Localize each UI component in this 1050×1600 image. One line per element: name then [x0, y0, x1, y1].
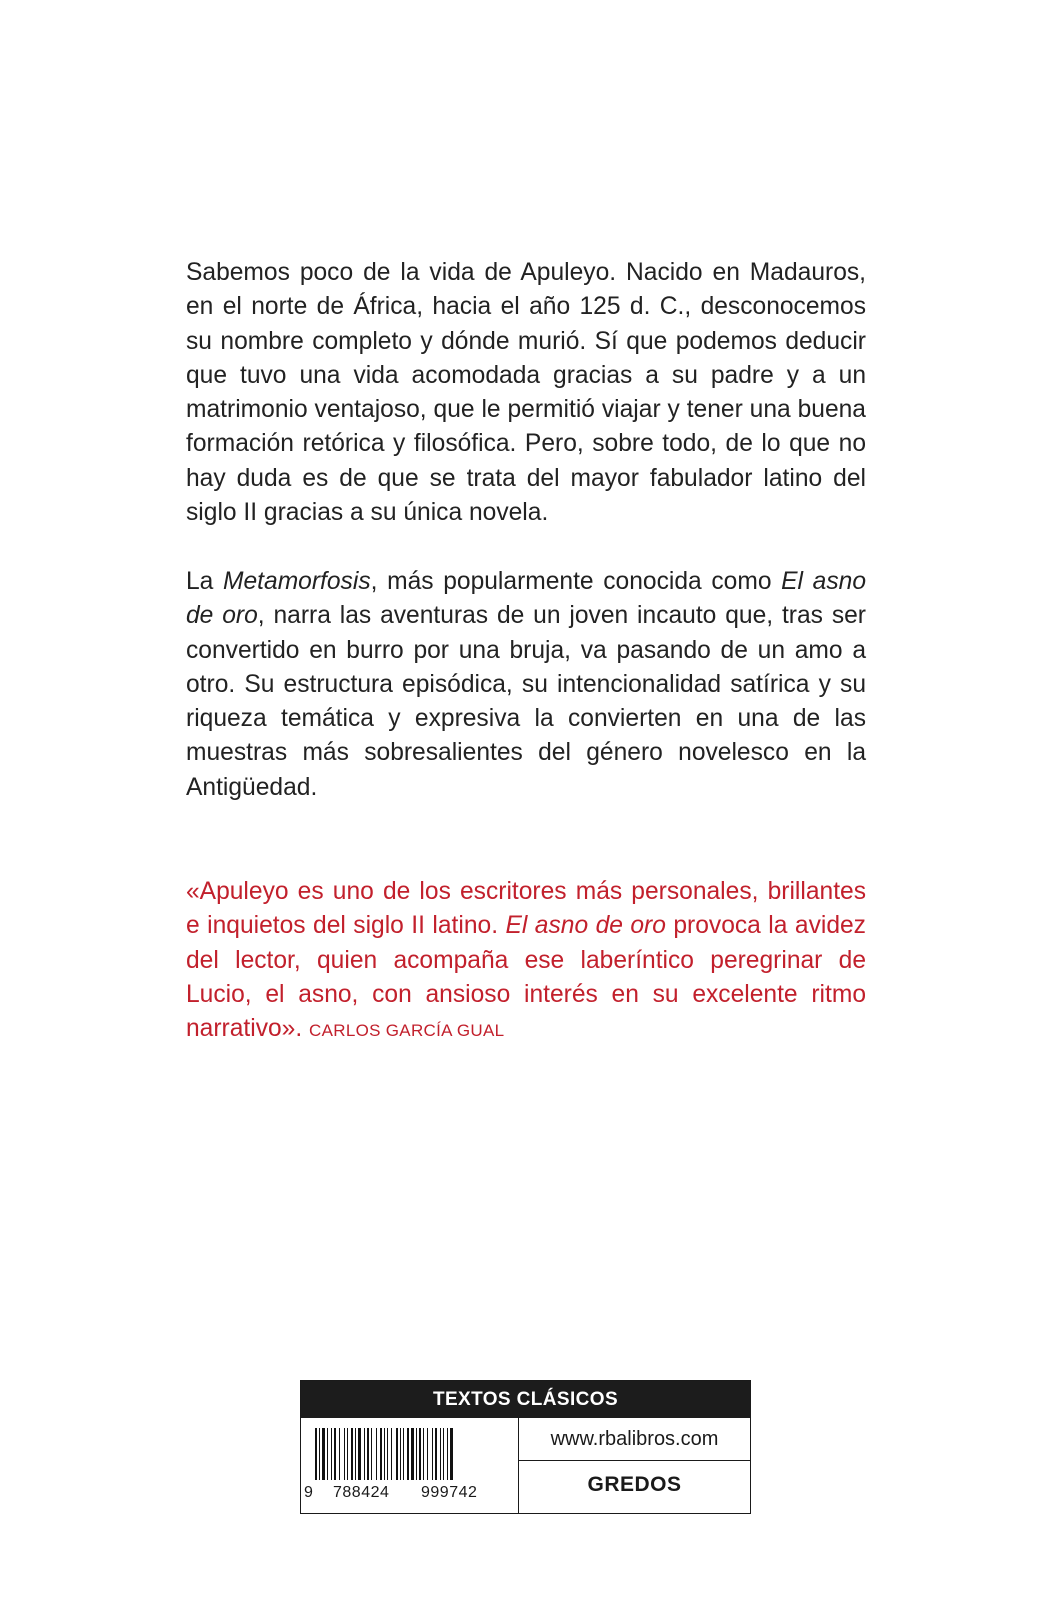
description-paragraph-2: [186, 565, 866, 805]
book-title-metamorfosis: Metamorfosis: [223, 568, 371, 595]
barcode-bar: [358, 1428, 361, 1480]
barcode-bar: [440, 1428, 441, 1480]
critic-quote: [186, 875, 866, 1048]
barcode-bar: [427, 1428, 428, 1480]
barcode-bar: [371, 1428, 372, 1480]
quote-text-1: «Apuleyo es uno de los escritores más personales, brillantes e inquietos del siglo II latino.: [186, 878, 866, 940]
series-title-bar: TEXTOS CLÁSICOS: [301, 1381, 750, 1418]
barcode-bar: [347, 1428, 348, 1480]
barcode-bar: [322, 1428, 325, 1480]
barcode-bar: [447, 1428, 448, 1480]
isbn-lead-digit: 9: [304, 1484, 314, 1501]
barcode-bar: [411, 1428, 414, 1480]
barcode-bar: [355, 1428, 356, 1480]
isbn-group-2: 999742: [421, 1484, 478, 1501]
publisher-name: GREDOS: [587, 1473, 682, 1496]
quote-attribution: CARLOS GARCÍA GUAL: [309, 1021, 505, 1041]
barcode-bar: [450, 1428, 453, 1480]
barcode-bar: [423, 1428, 424, 1480]
barcode-bar: [443, 1428, 444, 1480]
barcode-bar: [380, 1428, 382, 1480]
barcode-bar: [400, 1428, 401, 1480]
isbn-group-1: 788424: [333, 1484, 390, 1501]
barcode-bar: [435, 1428, 437, 1480]
description-paragraph-1: [186, 256, 866, 530]
barcode-bar: [384, 1428, 385, 1480]
description-paragraph-1-text: Sabemos poco de la vida de Apuleyo. Nacido en Madauros, en el norte de África, hacia el año 125 d. C., desconocemos su nombre completo y dónde murió. Sí que podemos deducir que tuvo una vida acomodada gracias a su padre y a un matrimonio ventajoso, que le permitió viajar y tener una buena formación retórica y filosófica. Pero, sobre todo, de lo que no hay duda es de que se trata del mayor fabulador latino del siglo II gracias a su única novela.: [186, 259, 866, 527]
barcode-bar: [391, 1428, 392, 1480]
barcode-bar: [327, 1428, 328, 1480]
barcode-bar: [364, 1428, 365, 1480]
barcode-bar: [334, 1428, 336, 1480]
barcode-bar: [376, 1428, 377, 1480]
barcode-bar: [432, 1428, 433, 1480]
barcode-bar: [387, 1428, 388, 1480]
barcode-cell: [301, 1418, 519, 1513]
barcode-bar: [319, 1428, 320, 1480]
barcode-bar: [403, 1428, 404, 1480]
barcode-bar: [407, 1428, 409, 1480]
barcode-bar: [315, 1428, 317, 1480]
book-title-asno-de-oro: El asno de oro: [186, 568, 867, 630]
barcode-bar: [331, 1428, 332, 1480]
publisher-info-cell: [519, 1418, 750, 1513]
paragraph-2-text-1: La: [186, 568, 224, 595]
barcode-bar: [367, 1428, 369, 1480]
barcode-bar: [351, 1428, 353, 1480]
paragraph-2-text-2: , más popularmente conocida como: [370, 568, 782, 595]
barcode-icon: [313, 1428, 507, 1484]
publisher-label-box: [300, 1380, 751, 1514]
barcode-bar: [416, 1428, 417, 1480]
quote-text-2: provoca la avidez del lector, quien acompaña ese laberíntico peregrinar de Lucio, el asno, con ansioso interés en su excelente ritmo narrativo».: [186, 912, 866, 1043]
quote-book-title: El asno de oro: [505, 912, 666, 940]
paragraph-2-text-3: , narra las aventuras de un joven incauto que, tras ser convertido en burro por una bruja, va pasando de un amo a otro. Su estructura episódica, su intencionalidad satírica y su riqueza temática y expresiva la convierten en una de las muestras más sobresalientes del género novelesco en la Antigüedad.: [186, 602, 866, 801]
barcode-bar: [339, 1428, 340, 1480]
barcode-bar: [344, 1428, 345, 1480]
publisher-website: www.rbalibros.com: [519, 1418, 750, 1461]
barcode-bar: [419, 1428, 421, 1480]
barcode-bar: [396, 1428, 398, 1480]
